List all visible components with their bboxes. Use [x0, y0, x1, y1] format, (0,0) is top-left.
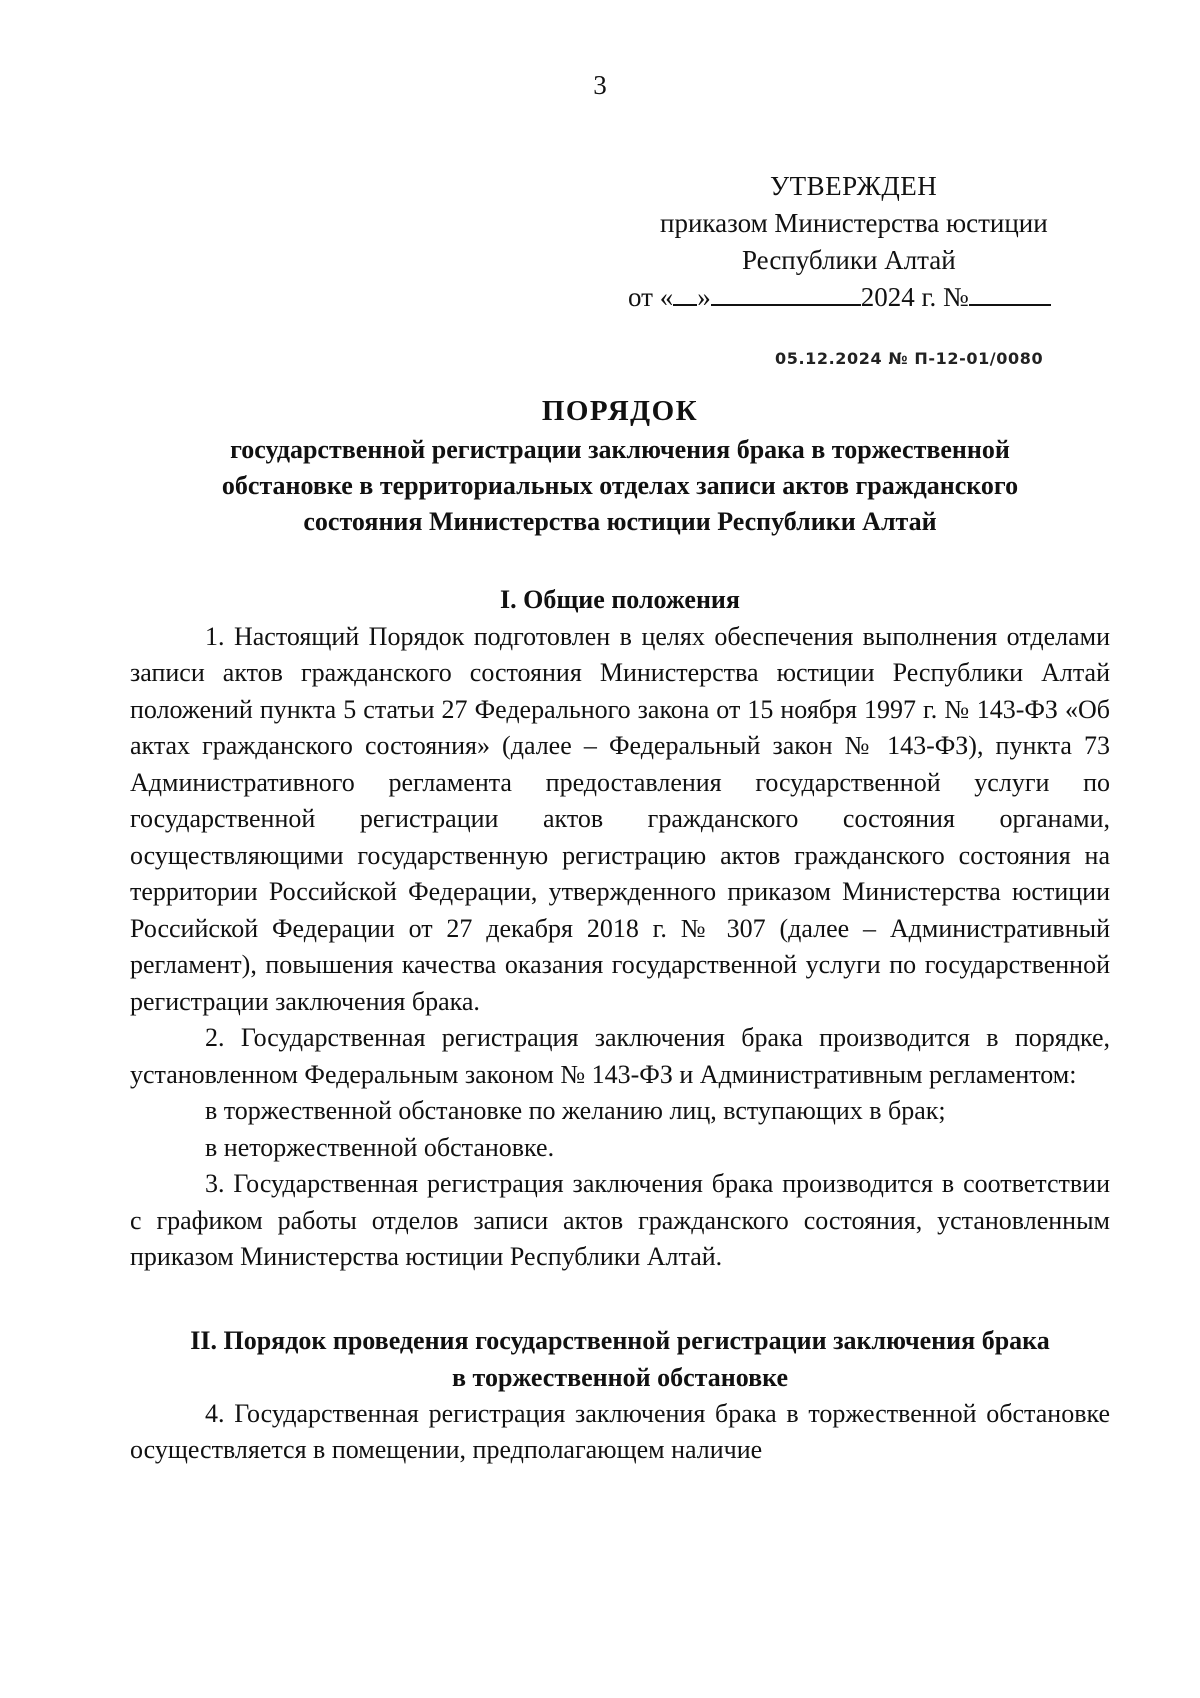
approval-stamp [610, 168, 1110, 316]
day-blank [673, 282, 697, 306]
approved-republic: Республики Алтай [742, 245, 956, 275]
section-1-heading: I. Общие положения [500, 585, 740, 614]
paragraph-4: 4. Государственная регистрация заключения брака в торжественной обстановке осуществляется в помещении, предполагающем наличие [130, 1398, 1110, 1464]
title-main: ПОРЯДОК [541, 395, 699, 427]
list-item: в неторжественной обстановке. [205, 1132, 555, 1162]
number-blank [969, 282, 1051, 306]
page-number: 3 [593, 70, 607, 100]
section-2-heading-line-1: II. Порядок проведения государственной регистрации заключения брака [190, 1325, 1050, 1355]
date-prefix: от « [628, 282, 674, 312]
document-body [130, 582, 1110, 1469]
section-2-heading-line-2: в торжественной обстановке [451, 1362, 788, 1392]
title-line-3: состояния Министерства юстиции Республики Алтай [303, 507, 937, 536]
approval-date-line [610, 279, 1110, 316]
section-2-heading [130, 1322, 1110, 1396]
paragraph-2: 2. Государственная регистрация заключения брака производится в порядке, установленном Федеральным законом № 143-ФЗ и Административным регламентом: [130, 1023, 1110, 1089]
list-item: в торжественной обстановке по желанию лиц, вступающих в брак; [205, 1096, 946, 1125]
approved-by-order: приказом Министерства юстиции [660, 208, 1048, 238]
registration-stamp: 05.12.2024 № П-12-01/0080 [775, 349, 1044, 368]
title-line-2: обстановке в территориальных отделах записи актов гражданского [221, 471, 1019, 500]
document-title [130, 390, 1110, 540]
paragraph-1: 1. Настоящий Порядок подготовлен в целях обеспечения выполнения отделами записи актов гражданского состояния Министерства юстиции Республики Алтай положений пункта 5 статьи 27 Федерального закона от 15 ноября 1997 г. № 143-ФЗ «Об актах гражданского состояния» (далее – Федеральный закон № 143-ФЗ), пункта 73 Административного регламента предоставления государственной услуги по государственной регистрации актов гражданского состояния органами, осуществляющими государственную регистрацию актов гражданского состояния на территории Российской Федерации, утвержденного приказом Министерства юстиции Российской Федерации от 27 декабря 2018 г. № 307 (далее – Административный регламент), повышения качества оказания государственной услуги по государственной регистрации заключения брака. [130, 621, 1110, 1016]
title-line-1: государственной регистрации заключения брака в торжественной [230, 435, 1010, 464]
month-blank [711, 282, 861, 306]
paragraph-3: 3. Государственная регистрация заключения брака производится в соответствии с графиком работы отделов записи актов гражданского состояния, установленным приказом Министерства юстиции Республики Алтай. [130, 1169, 1110, 1271]
year-text: 2024 г. № [860, 282, 969, 312]
date-quote-close: » [697, 282, 711, 312]
approved-label: УТВЕРЖДЕН [770, 171, 938, 201]
